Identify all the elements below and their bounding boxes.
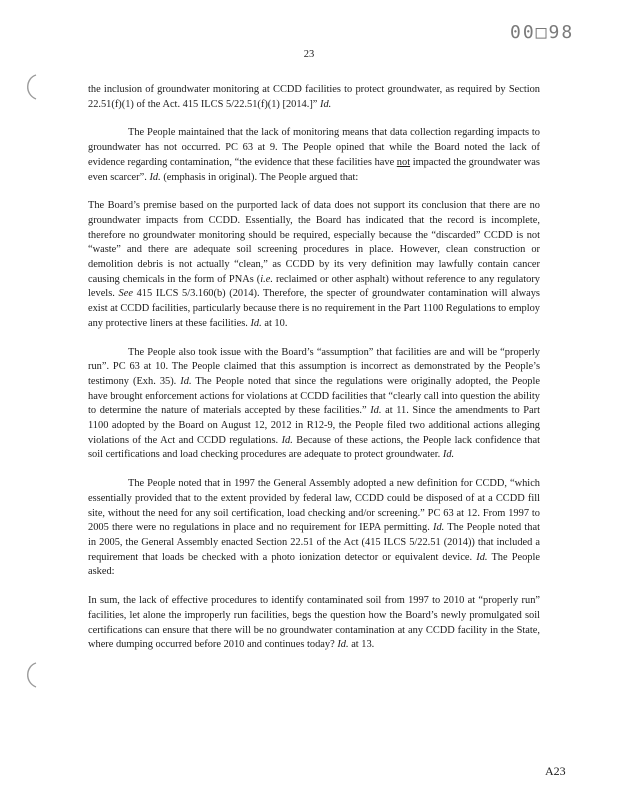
block-quote: In sum, the lack of effective procedures to identify contaminated soil from 1997 to 2010 at “properly run” facilities, let alone the improperly run facilities, begs the question how the Board’s newly promulgated soil certifications can ensure that there will be no groundwater contamination at any CCDD facility in the State, where dumping occurred before 2010 and continues today? Id. at 13. (88, 595, 540, 651)
block-quote: The Board’s premise based on the purported lack of data does not support its conclusion that there are no groundwater impacts from CCDD. Essentially, the Board has indicated that the record is incomplete, therefore no groundwater monitoring should be required, especially because the “discarded” CCDD is not “waste” and there are adequate soil screening procedures in place. However, clean construction or demolition debris is not actually “clean,” as CCDD by its very definition may lawfully contain cancer causing chemicals in the form of PNAs (i.e. reclaimed or other asphalt) without reference to any regulatory levels. See 415 ILCS 5/3.160(b) (2014). Therefore, the specter of groundwater contamination will always exist at CCDD facilities, particularly because there is no requirement in the Part 1100 Regulations to employ any protective liners at these facilities. Id. at 10. (88, 200, 541, 329)
punch-hole-mark (20, 660, 42, 690)
paragraph: The People also took issue with the Board’s “assumption” that facilities are and will be “properly run”. PC 63 at 10. The People claimed that this assumption is incorrect as demonstrated by the People’s testimony (Exh. 35). Id. The People noted that since the regulations were originally adopted, the People have brought enforcement actions for violations at CCDD facilities that “clearly call into question the ability to determine the nature of materials accepted by these facilities.” Id. at 11. Since the amendments to Part 1100 adopted by the Board on August 12, 2012 in R12-9, the People filed two additional actions alleging violations of the Act and CCDD regulations. Id. Because of these actions, the People lack confidence that soil certifications and load checking procedures are adequate to protect groundwater. Id. (88, 346, 540, 461)
appendix-page-label: A23 (545, 764, 566, 778)
bates-stamp: 00□98 (510, 22, 575, 43)
page-number: 23 (303, 49, 315, 60)
punch-hole-mark (20, 72, 42, 102)
body-text (88, 83, 540, 653)
paragraph: The People maintained that the lack of monitoring means that data collection regarding impacts to groundwater has not occurred. PC 63 at 9. The People opined that while the Board noted the lack of evidence regarding contamination, “the evidence that these facilities have not impacted the groundwater was even scarcer”. Id. (emphasis in original). The People argued that: (88, 127, 540, 183)
paragraph: the inclusion of groundwater monitoring at CCDD facilities to protect groundwater, as required by Section 22.51(f)(1) of the Act. 415 ILCS 5/22.51(f)(1) [2014.]” Id. (88, 84, 540, 110)
paragraph: The People noted that in 1997 the General Assembly adopted a new definition for CCDD, “which essentially provided that to the extent provided by federal law, CCDD could be disposed of at a CCDD fill site, without the need for any soil certification, load checking and/or screening.” PC 63 at 12. From 1997 to 2005 there were no regulations in place and no requirement for IEPA permitting. Id. The People noted that in 2005, the General Assembly enacted Section 22.51 of the Act (415 ILCS 5/22.51 (2014)) that included a requirement that loads be checked with a photo ionization detector or equivalent device. Id. The People asked: (88, 478, 540, 578)
